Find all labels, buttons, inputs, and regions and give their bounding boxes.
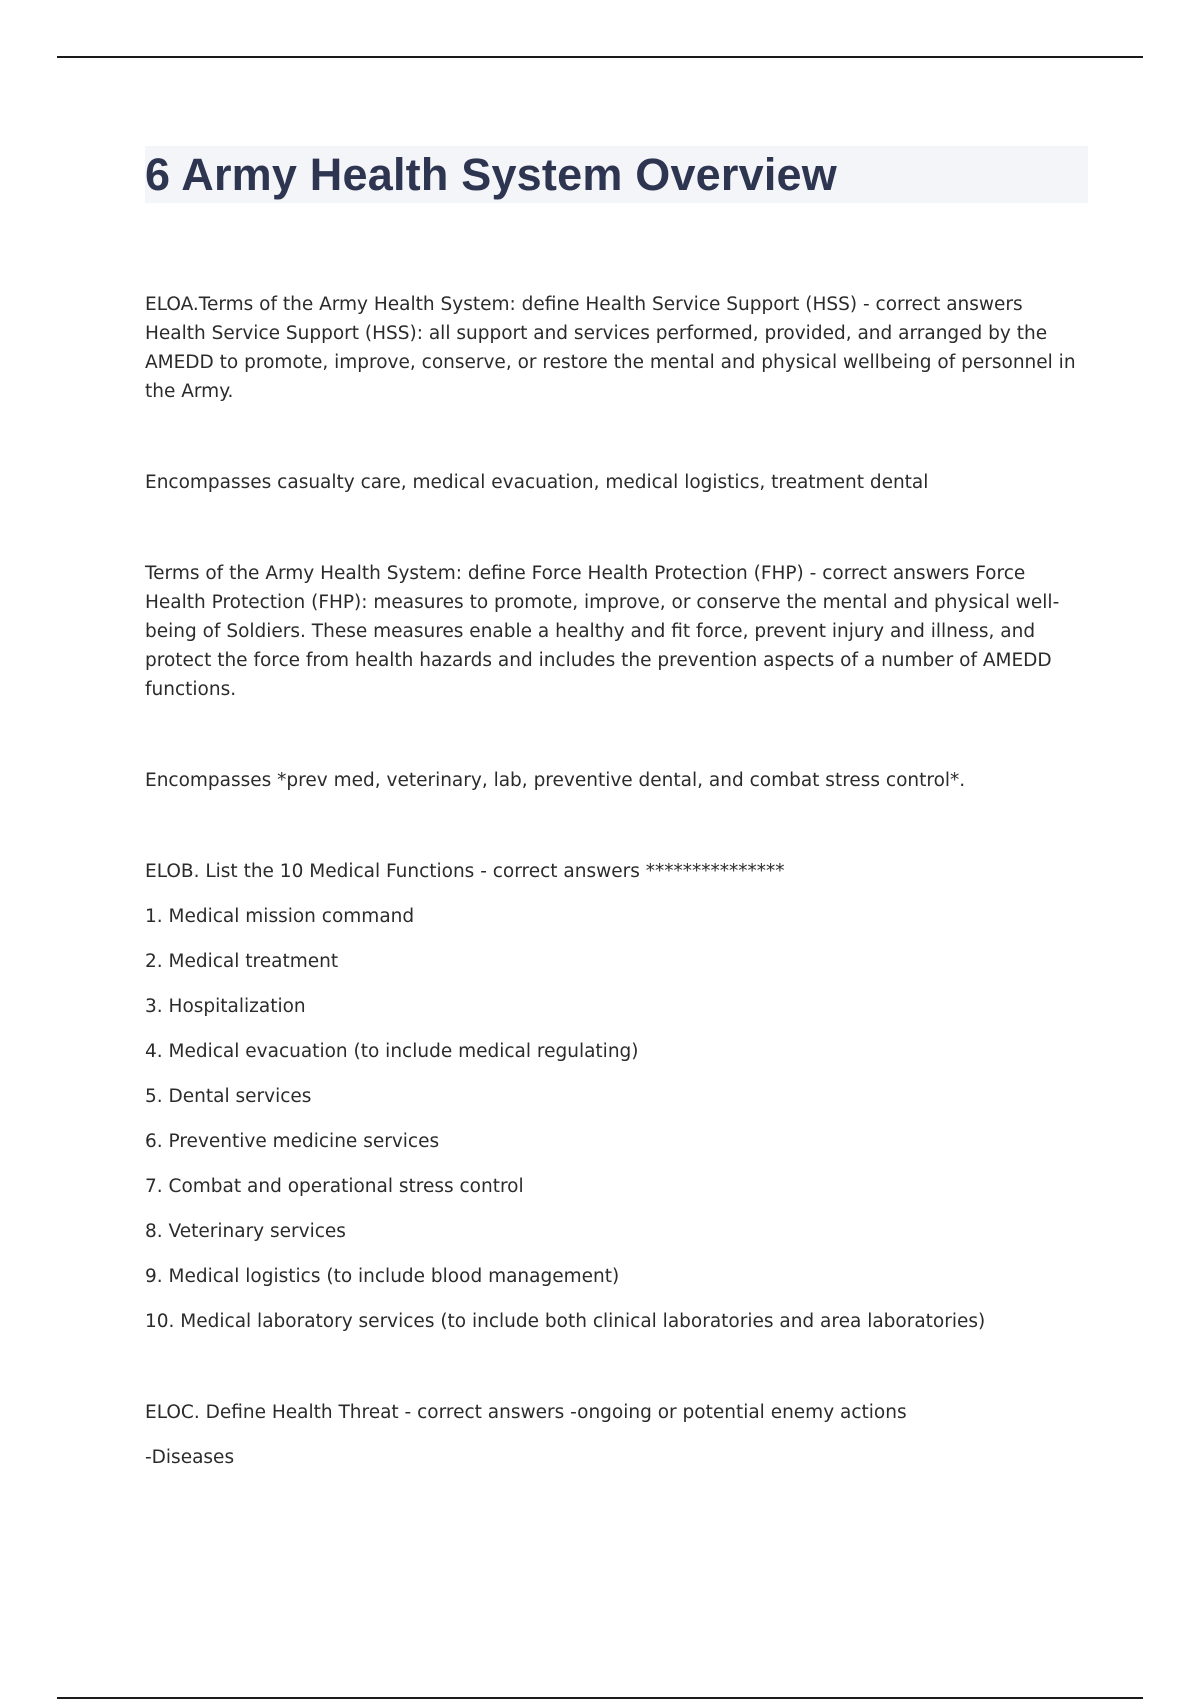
eloc-heading: ELOC. Define Health Threat - correct answers -ongoing or potential enemy actions: [145, 1402, 907, 1423]
list-item: 6. Preventive medicine services: [145, 1131, 440, 1152]
elob-heading: ELOB. List the 10 Medical Functions - correct answers ***************: [145, 861, 785, 882]
medical-functions-list: [145, 902, 1085, 1336]
list-item: 5. Dental services: [145, 1086, 312, 1107]
paragraph-fhp-encompasses: Encompasses *prev med, veterinary, lab, preventive dental, and combat stress control*.: [145, 770, 966, 791]
list-item: 1. Medical mission command: [145, 906, 415, 927]
list-item: 2. Medical treatment: [145, 951, 339, 972]
paragraph-hss-definition: ELOA.Terms of the Army Health System: define Health Service Support (HSS) - correct answers Health Service Support (HSS): all support and services performed, provided, and arranged by the AMEDD to promote, improve, conserve, or restore the mental and physical wellbeing of personnel in the Army.: [145, 294, 1076, 402]
health-threat-item: -Diseases: [145, 1447, 235, 1468]
page-title: 6 Army Health System Overview: [145, 149, 837, 200]
paragraph-hss-encompasses: Encompasses casualty care, medical evacuation, medical logistics, treatment dental: [145, 472, 929, 493]
bottom-rule: [57, 1697, 1143, 1699]
document-body: [145, 290, 1085, 1472]
list-item: 7. Combat and operational stress control: [145, 1176, 524, 1197]
list-item: 3. Hospitalization: [145, 996, 306, 1017]
list-item: 10. Medical laboratory services (to include both clinical laboratories and area laboratories): [145, 1311, 986, 1332]
paragraph-fhp-definition: Terms of the Army Health System: define Force Health Protection (FHP) - correct answers Force Health Protection (FHP): measures to promote, improve, or conserve the mental and physical well-being of Soldiers. These measures enable a healthy and fit force, prevent injury and illness, and protect the force from health hazards and includes the prevention aspects of a number of AMEDD functions.: [145, 563, 1060, 700]
list-item: 9. Medical logistics (to include blood management): [145, 1266, 620, 1287]
top-rule: [57, 56, 1143, 58]
list-item: 4. Medical evacuation (to include medical regulating): [145, 1041, 639, 1062]
list-item: 8. Veterinary services: [145, 1221, 346, 1242]
